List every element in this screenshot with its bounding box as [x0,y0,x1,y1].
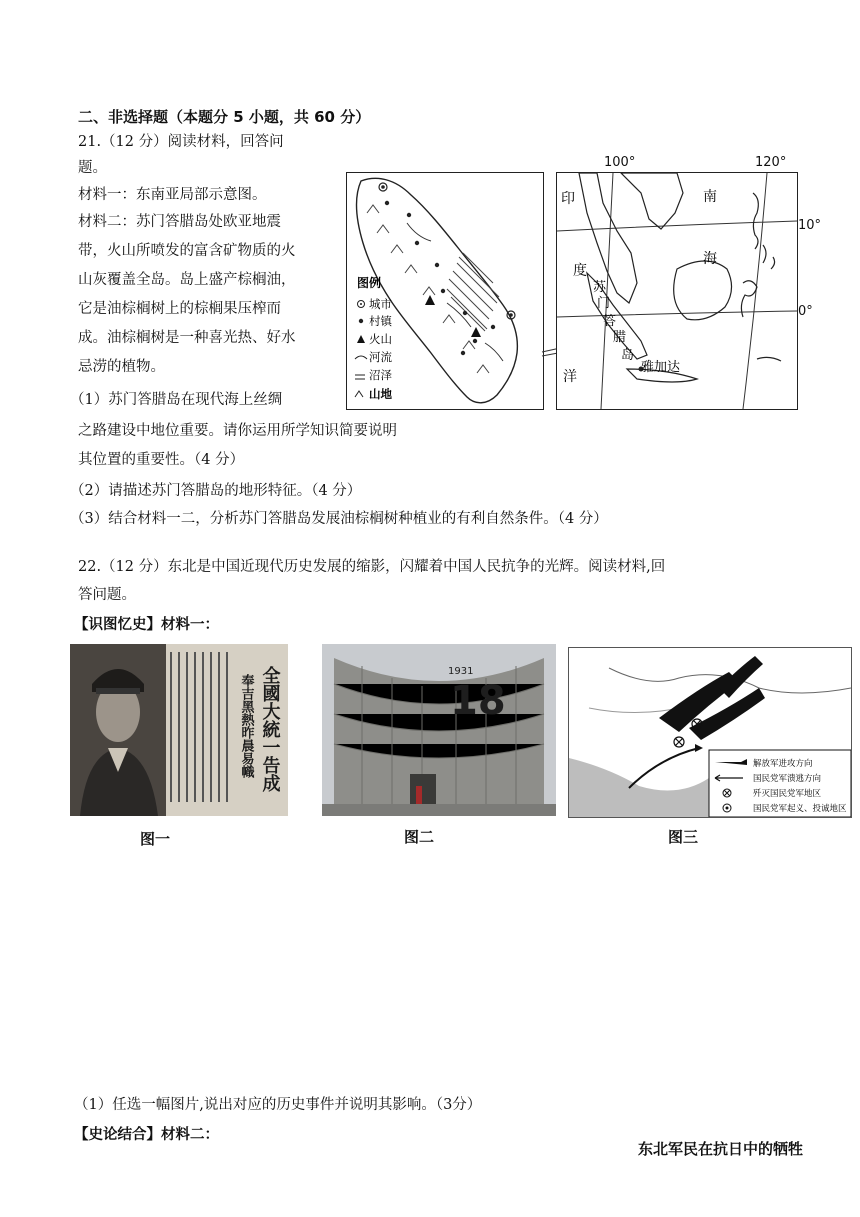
q21-material2-line: 带，火山所喷发的富含矿物质的火 [78,243,296,259]
q22-material1-label: 【识图忆史】材料一： [74,617,219,633]
q22-intro-line2: 答问题。 [78,587,136,603]
q22-sub1: （1）任选一幅图片,说出对应的历史事件并说明其影响。（3分） [74,1097,482,1113]
figure1-newspaper-image [70,644,288,816]
svg-text:印: 印 [561,191,575,207]
q21-material2-line: 它是油棕榈树上的棕榈果压榨而 [78,301,281,317]
svg-text:沼泽: 沼泽 [369,368,392,382]
q21-material1: 材料一：东南亚局部示意图。 [78,187,267,203]
q21-sub3: （3）结合材料一二，分析苏门答腊岛发展油棕榈树种植业的有利自然条件。（4 分） [70,511,608,527]
svg-text:雅加达: 雅加达 [641,360,681,375]
svg-text:国民党军起义、投诚地区: 国民党军起义、投诚地区 [753,804,847,814]
figure3-caption: 图三 [668,828,699,846]
sumatra-inset-map [346,172,544,410]
q21-sub1-line: 之路建设中地位重要。请你运用所学知识简要说明 [78,423,397,439]
map-legend [355,275,393,401]
q21-sub2: （2）请描述苏门答腊岛的地形特征。（4 分） [70,483,362,499]
svg-text:度: 度 [573,263,587,279]
svg-text:国民党军溃逃方向: 国民党军溃逃方向 [753,774,822,784]
q21-material2-line: 山灰覆盖全岛。岛上盛产棕榈油， [78,272,296,288]
q21-intro-line1: 21.（12 分）阅读材料，回答问 [78,134,284,150]
svg-text:歼灭国民党军地区: 歼灭国民党军地区 [753,789,822,799]
q21-material2-line: 材料二：苏门答腊岛处欧亚地震 [78,214,281,230]
svg-text:洋: 洋 [563,369,577,385]
q21-sub1-line: 其位置的重要性。（4 分） [78,452,245,468]
svg-text:苏: 苏 [593,280,607,295]
svg-text:全國大統一告成: 全國大統一告成 [259,666,281,792]
svg-text:岛: 岛 [621,348,635,363]
southeast-asia-map [556,172,798,410]
q21-material2-line: 成。油棕榈树是一种喜光热、好水 [78,330,296,346]
q21-sub1-line: （1）苏门答腊岛在现代海上丝绸 [70,392,283,408]
q22-material2-label: 【史论结合】材料二： [74,1127,219,1143]
svg-text:山地: 山地 [369,387,392,401]
q22-intro-line1: 22.（12 分）东北是中国近现代历史发展的缩影，闪耀着中国人民抗争的光辉。阅读材料,回 [78,559,666,575]
table-title: 东北军民在抗日中的牺牲 [638,1140,804,1158]
q21-intro-line2: 题。 [78,160,107,176]
svg-text:南: 南 [703,189,717,205]
svg-text:答: 答 [603,314,617,329]
map-lat-10: 10° [798,218,822,233]
southeast-asia-drawing [557,173,797,409]
svg-text:村镇: 村镇 [369,314,392,328]
figure3-campaign-map [568,647,852,818]
map-lat-0: 0° [798,304,813,319]
q21-material2-line: 忌涝的植物。 [78,359,165,375]
svg-text:图例: 图例 [357,276,382,290]
svg-text:解放军进攻方向: 解放军进攻方向 [753,759,813,769]
svg-text:1931: 1931 [448,666,474,677]
sumatra-island-drawing [347,173,543,409]
figure2-monument-image [322,644,556,816]
svg-text:河流: 河流 [369,350,392,364]
svg-text:奉吉黑熱昨晨易幟: 奉吉黑熱昨晨易幟 [238,674,254,778]
svg-text:海: 海 [703,251,717,267]
svg-text:城市: 城市 [369,297,392,311]
figure2-caption: 图二 [404,828,435,846]
svg-text:门: 门 [597,296,611,311]
map-lon-120: 120° [755,155,787,170]
svg-text:腊: 腊 [613,330,627,345]
svg-text:火山: 火山 [369,332,392,346]
map-lon-100: 100° [604,155,636,170]
monument-numeral: 18 [450,678,506,724]
figure1-caption: 图一 [140,830,171,848]
section-heading: 二、非选择题（本题分 5 小题，共 60 分） [78,108,371,126]
